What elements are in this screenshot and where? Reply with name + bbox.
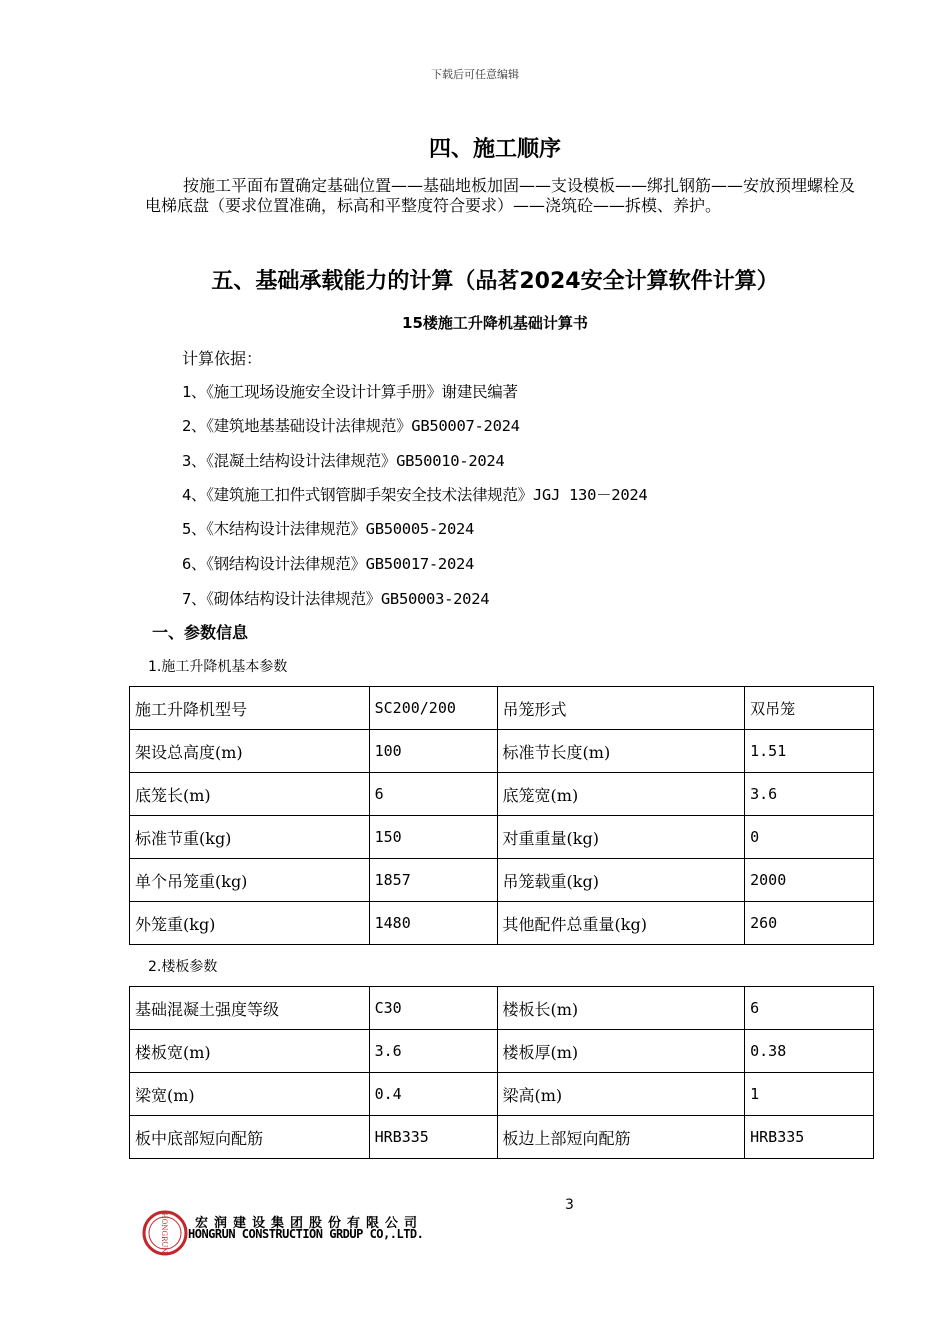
table-row [130,859,874,902]
table-row [130,816,874,859]
elevator-parameters-table [129,686,874,945]
table-cell: 基础混凝土强度等级 [130,987,370,1030]
table-cell: 6 [745,987,874,1030]
table-row [130,773,874,816]
table-row [130,987,874,1030]
table-cell: 外笼重(kg) [130,902,370,945]
table-row [130,902,874,945]
reference-item: 1、《施工现场设施安全设计计算手册》谢建民编著 [182,383,518,401]
table-cell: 标准节长度(m) [497,730,745,773]
table-cell: 板中底部短向配筋 [130,1116,370,1159]
reference-item: 3、《混凝土结构设计法律规范》GB50010-2024 [182,452,505,470]
company-name-cn: 宏润建设集团股份有限公司 [195,1216,424,1231]
table-cell: 吊笼载重(kg) [497,859,745,902]
table-cell: 单个吊笼重(kg) [130,859,370,902]
table-cell: HRB335 [745,1116,874,1159]
table-cell: 3.6 [745,773,874,816]
table-row [130,1073,874,1116]
reference-item: 7、《砌体结构设计法律规范》GB50003-2024 [182,590,490,608]
table-cell: 梁宽(m) [130,1073,370,1116]
section5-title: 五、基础承载能力的计算（品茗2024安全计算软件计算） [211,269,779,294]
floor-slab-parameters-table [129,986,874,1159]
table-cell: 0.4 [369,1073,497,1116]
logo-text: HONGRUN [160,1212,168,1254]
table-cell: 对重重量(kg) [497,816,745,859]
table-cell: 标准节重(kg) [130,816,370,859]
table-cell: 架设总高度(m) [130,730,370,773]
calculation-book-title: 15楼施工升降机基础计算书 [402,314,588,332]
table-cell: 150 [369,816,497,859]
company-name-en: HONGRUN CONSTRUCTION GRDUP CO,.LTD. [188,1227,424,1241]
table-cell: 楼板宽(m) [130,1030,370,1073]
table-cell: 0.38 [745,1030,874,1073]
parameters-heading: 一、参数信息 [152,623,249,642]
table-cell: SC200/200 [369,687,497,730]
table-cell: 板边上部短向配筋 [497,1116,745,1159]
table-cell: 双吊笼 [745,687,874,730]
table-cell: 底笼宽(m) [497,773,745,816]
table-row [130,687,874,730]
table-cell: 其他配件总重量(kg) [497,902,745,945]
reference-item: 2、《建筑地基基础设计法律规范》GB50007-2024 [182,417,520,435]
header-note: 下载后可任意编辑 [431,68,519,81]
table-cell: 6 [369,773,497,816]
calculation-basis-title: 计算依据： [182,349,263,368]
company-logo [142,1210,188,1256]
table-cell: 1.51 [745,730,874,773]
table-cell: 1 [745,1073,874,1116]
table-row [130,730,874,773]
reference-item: 5、《木结构设计法律规范》GB50005-2024 [182,520,475,538]
table-cell: 100 [369,730,497,773]
table-cell: 260 [745,902,874,945]
construction-sequence-paragraph: 按施工平面布置确定基础位置——基础地板加固——支设模板——绑扎钢筋——安放预埋螺栓及电梯底盘（要求位置准确，标高和平整度符合要求）——浇筑砼——拆模、养护。 [145,176,856,215]
reference-item: 4、《建筑施工扣件式钢管脚手架安全技术法律规范》JGJ 130－2024 [182,486,648,504]
table1-title: 1.施工升降机基本参数 [148,659,288,675]
table-cell: HRB335 [369,1116,497,1159]
table-cell: 楼板厚(m) [497,1030,745,1073]
table-cell: 楼板长(m) [497,987,745,1030]
table-cell: 3.6 [369,1030,497,1073]
table-row [130,1116,874,1159]
table-cell: 梁高(m) [497,1073,745,1116]
table-cell: 1480 [369,902,497,945]
table-cell: 底笼长(m) [130,773,370,816]
table-cell: 1857 [369,859,497,902]
page-number: 3 [565,1197,574,1213]
table2-title: 2.楼板参数 [148,959,218,975]
table-cell: 吊笼形式 [497,687,745,730]
section4-title: 四、施工顺序 [428,137,561,162]
table-cell: 2000 [745,859,874,902]
table-cell: C30 [369,987,497,1030]
reference-item: 6、《钢结构设计法律规范》GB50017-2024 [182,555,475,573]
table-cell: 0 [745,816,874,859]
table-row [130,1030,874,1073]
table-cell: 施工升降机型号 [130,687,370,730]
